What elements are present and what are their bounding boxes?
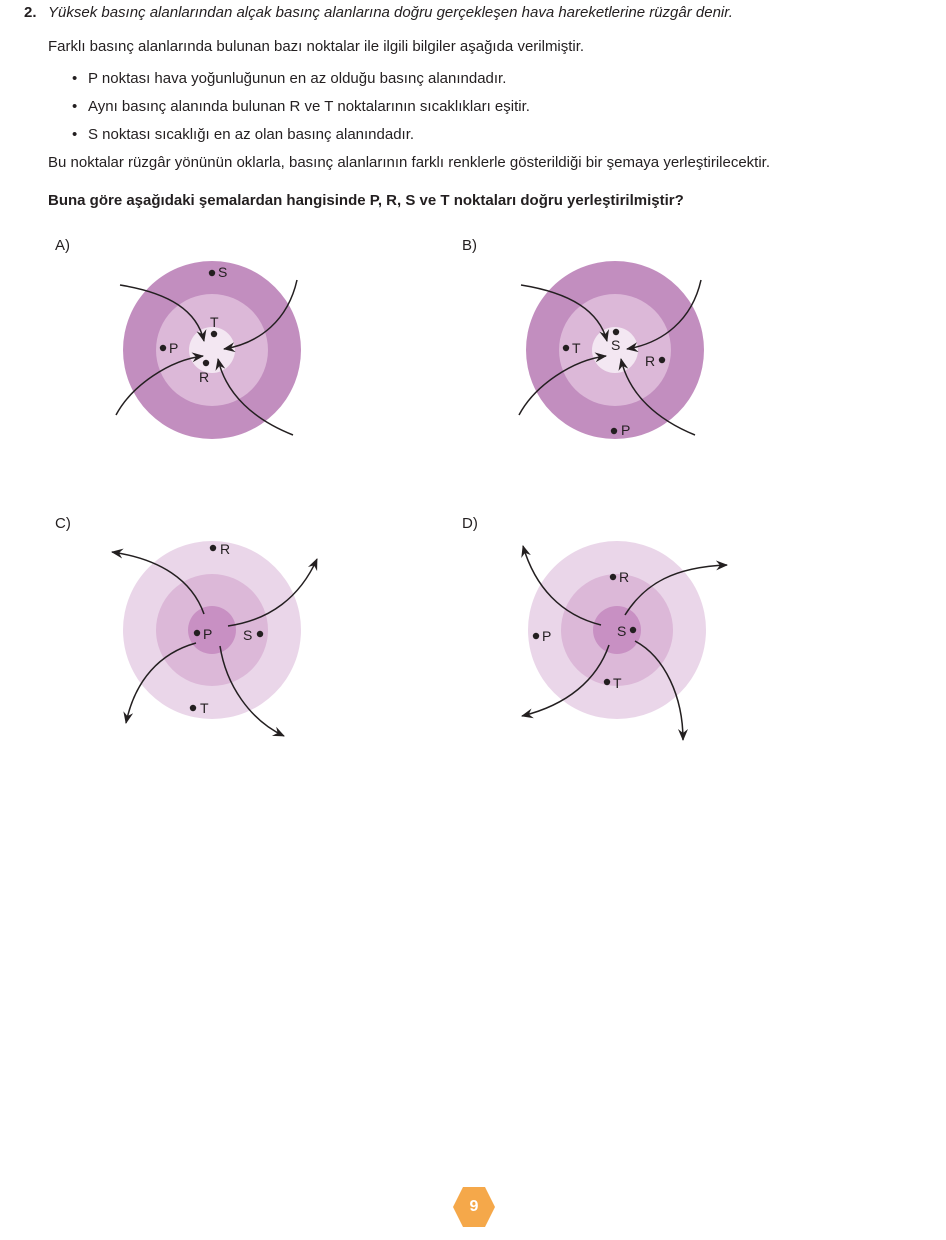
point-t-label: T (210, 314, 219, 330)
option-c-label[interactable]: C) (55, 515, 71, 532)
bullet-text: S noktası sıcaklığı en az olan basınç alanındadır. (88, 126, 415, 143)
question-intro: Farklı basınç alanlarında bulunan bazı noktalar ile ilgili bilgiler aşağıda verilmiştir. (48, 38, 585, 55)
point-s-dot (613, 329, 619, 335)
point-s-dot (257, 631, 263, 637)
point-r-dot (610, 574, 616, 580)
bullet-marker: • (72, 70, 78, 87)
point-p-dot (160, 345, 166, 351)
point-s-dot (630, 627, 636, 633)
point-s-label: S (218, 264, 228, 280)
point-r-label: R (619, 569, 630, 585)
question-number: 2. (24, 4, 37, 21)
question-prompt: Buna göre aşağıdaki şemalardan hangisinde P, R, S ve T noktaları doğru yerleştirilmiştir? (48, 192, 684, 209)
option-b-label[interactable]: B) (462, 237, 477, 254)
option-d-label[interactable]: D) (462, 515, 478, 532)
point-t-dot (190, 705, 196, 711)
point-r-label: R (199, 369, 210, 385)
point-p-label: P (621, 422, 631, 438)
bullet-marker: • (72, 98, 78, 115)
bullet-item-1 (72, 70, 506, 87)
bullet-text: Aynı basınç alanında bulunan R ve T noktalarının sıcaklıkları eşitir. (88, 98, 530, 115)
point-s-label: S (611, 337, 621, 353)
option-c-diagram (100, 535, 320, 745)
bullet-text: P noktası hava yoğunluğunun en az olduğu basınç alanındadır. (88, 70, 507, 87)
question-closing: Bu noktalar rüzgâr yönünün oklarla, basınç alanlarının farklı renklerle gösterildiği bir şemaya yerleştirilecektir. (48, 154, 771, 171)
option-d-diagram (505, 535, 730, 745)
point-p-label: P (169, 340, 179, 356)
point-r-dot (210, 545, 216, 551)
point-s-label: S (243, 627, 253, 643)
point-p-label: P (203, 626, 213, 642)
page-number-badge (452, 1186, 496, 1228)
bullet-item-2 (72, 98, 530, 115)
point-p-dot (533, 633, 539, 639)
point-r-dot (203, 360, 209, 366)
point-p-dot (611, 428, 617, 434)
point-t-label: T (572, 340, 581, 356)
point-t-dot (563, 345, 569, 351)
point-t-dot (211, 331, 217, 337)
point-r-dot (659, 357, 665, 363)
page-number: 9 (469, 1198, 479, 1215)
bullet-item-3 (72, 126, 414, 143)
point-s-dot (209, 270, 215, 276)
question-stem: Yüksek basınç alanlarından alçak basınç alanlarına doğru gerçekleşen hava hareketlerine rüzgâr denir. (48, 4, 733, 21)
point-s-label: S (617, 623, 627, 639)
point-r-label: R (645, 353, 656, 369)
point-p-label: P (542, 628, 552, 644)
option-a-diagram (100, 255, 320, 455)
bullet-marker: • (72, 126, 78, 143)
point-t-label: T (200, 700, 209, 716)
option-a-label[interactable]: A) (55, 237, 70, 254)
point-p-dot (194, 630, 200, 636)
point-t-dot (604, 679, 610, 685)
option-b-diagram (503, 255, 723, 455)
point-r-label: R (220, 541, 231, 557)
point-t-label: T (613, 675, 622, 691)
